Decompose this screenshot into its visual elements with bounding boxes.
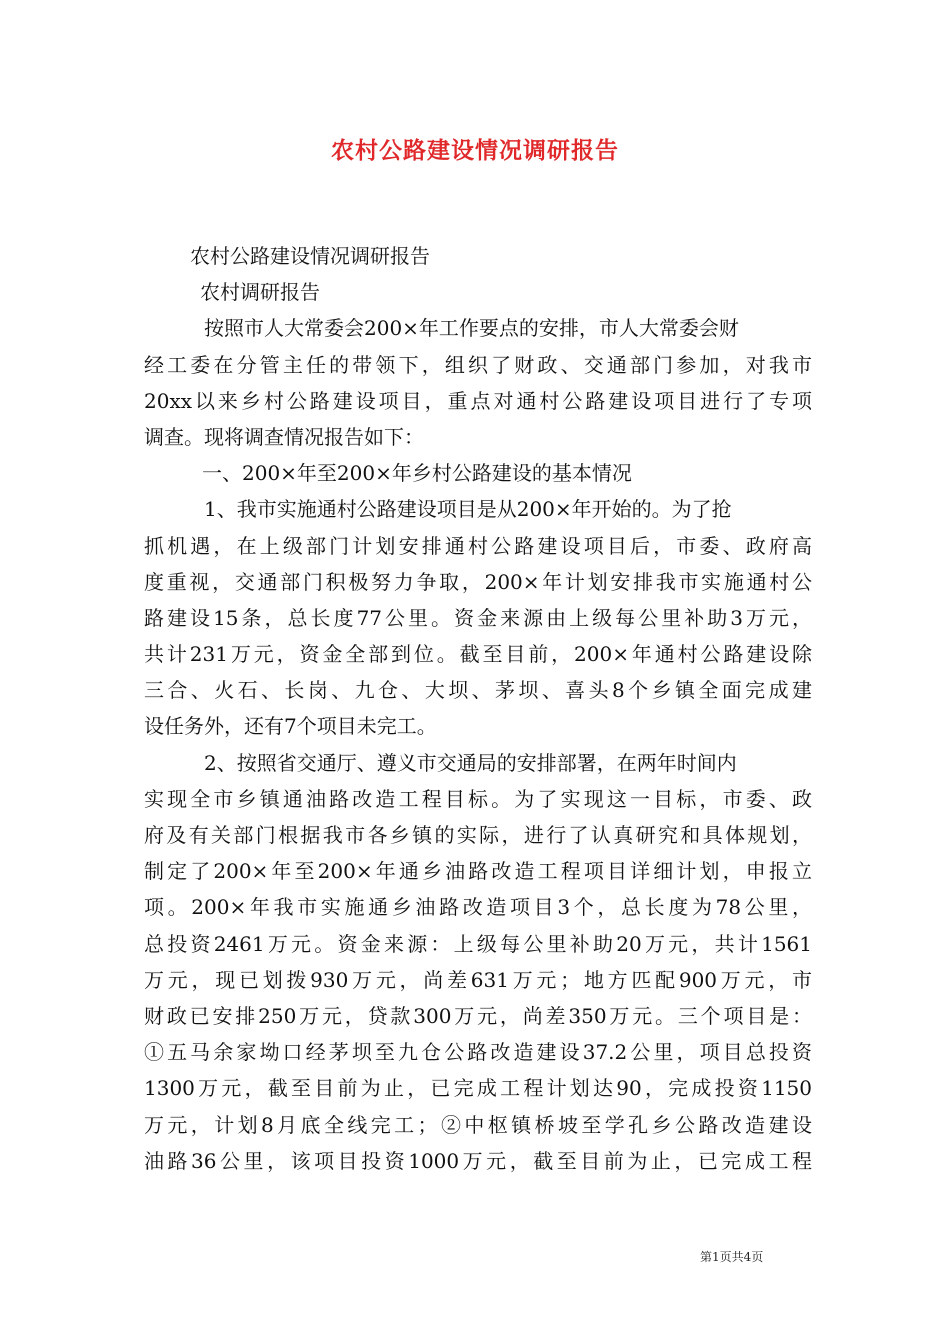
body-line: 实现全市乡镇通油路改造工程目标。为了实现这一目标，市委、政	[144, 786, 812, 811]
body-line: 三合、火石、长岗、九仓、大坝、茅坝、喜头8个乡镇全面完成建	[144, 678, 812, 703]
document-title: 农村公路建设情况调研报告	[331, 137, 619, 164]
body-line: 路建设15条，总长度77公里。资金来源由上级每公里补助3万元，	[144, 605, 812, 630]
document-body	[144, 238, 812, 1179]
body-line: 度重视，交通部门积极努力争取，200×年计划安排我市实施通村公	[144, 569, 812, 594]
body-line: 经工委在分管主任的带领下，组织了财政、交通部门参加，对我市	[144, 352, 812, 377]
body-line: 设任务外，还有7个项目未完工。	[144, 714, 437, 739]
body-line: 万元，现已划拨930万元，尚差631万元；地方匹配900万元，市	[144, 967, 812, 992]
body-line: 油路36公里，该项目投资1000万元，截至目前为止，已完成工程	[144, 1148, 812, 1173]
body-line: 农村调研报告	[200, 280, 320, 305]
body-line: 共计231万元，资金全部到位。截至目前，200×年通村公路建设除	[144, 642, 812, 667]
body-line: ①五马余家坳口经茅坝至九仓公路改造建设37.2公里，项目总投资	[144, 1040, 812, 1065]
body-line: 按照市人大常委会200×年工作要点的安排，市人大常委会财	[204, 316, 739, 341]
body-line: 抓机遇，在上级部门计划安排通村公路建设项目后，市委、政府高	[144, 533, 812, 558]
body-line: 调查。现将调查情况报告如下：	[144, 424, 424, 449]
body-line: 制定了200×年至200×年通乡油路改造工程项目详细计划，申报立	[144, 859, 812, 884]
body-line: 农村公路建设情况调研报告	[190, 244, 430, 268]
body-line: 项。200×年我市实施通乡油路改造项目3个，总长度为78公里，	[144, 895, 812, 920]
body-line: 总投资2461万元。资金来源：上级每公里补助20万元，共计1561	[144, 931, 812, 956]
body-line: 2、按照省交通厅、遵义市交通局的安排部署，在两年时间内	[204, 750, 737, 775]
body-line: 一、200×年至200×年乡村公路建设的基本情况	[202, 461, 632, 486]
body-line: 财政已安排250万元，贷款300万元，尚差350万元。三个项目是：	[144, 1003, 812, 1028]
body-line: 万元，计划8月底全线完工；②中枢镇桥坡至学孔乡公路改造建设	[144, 1112, 812, 1137]
body-line: 1300万元，截至目前为止，已完成工程计划达90，完成投资1150	[144, 1076, 812, 1101]
body-line: 1、我市实施通村公路建设项目是从200×年开始的。为了抢	[204, 497, 732, 522]
page-footer: 第1页共4页	[700, 1250, 764, 1264]
body-line: 府及有关部门根据我市各乡镇的实际，进行了认真研究和具体规划，	[144, 823, 812, 847]
body-line: 20xx以来乡村公路建设项目，重点对通村公路建设项目进行了专项	[144, 388, 812, 413]
